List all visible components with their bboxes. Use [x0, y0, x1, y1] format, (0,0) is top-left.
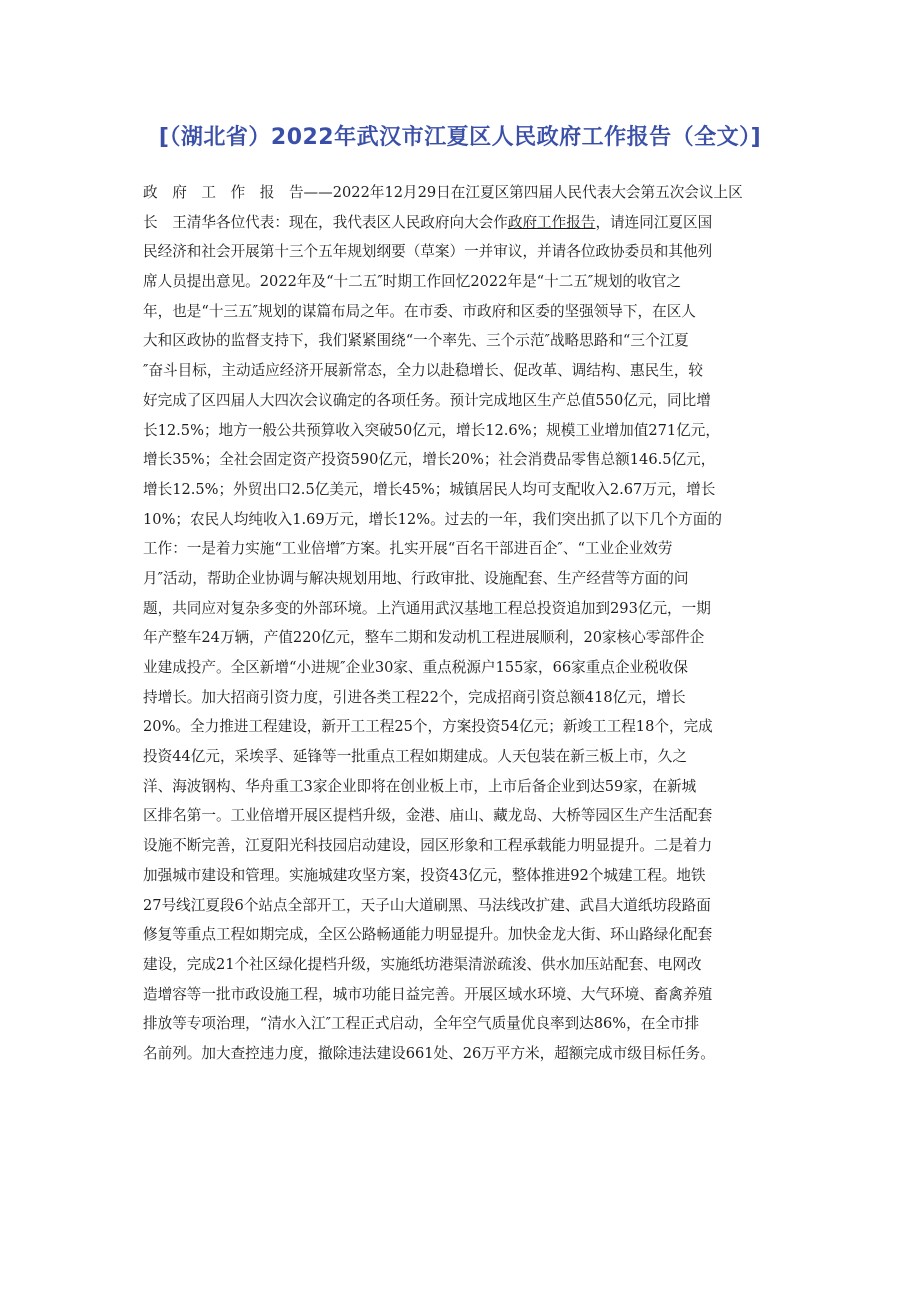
- body-line: 设施不断完善，江夏阳光科技园启动建设，园区形象和工程承载能力明显提升。二是着力: [143, 837, 713, 855]
- body-line: 好完成了区四届人大四次会议确定的各项任务。预计完成地区生产总值550亿元，同比增: [143, 391, 711, 409]
- body-line: 建设，完成21个社区绿化提档升级，实施纸坊港渠清淤疏浚、供水加压站配套、电网改: [143, 955, 702, 973]
- body-line: 席人员提出意见。2022年及“十二五″时期工作回忆2022年是“十二五″规划的收官之: [143, 273, 681, 291]
- body-line: 投资44亿元，采埃孚、延锋等一批重点工程如期建成。人天包装在新三板上市，久之: [143, 748, 687, 766]
- body-line: 工作：一是着力实施“工业倍增″方案。扎实开展“百名干部进百企″、“工业企业效劳: [143, 540, 673, 558]
- body-line: 27号线江夏段6个站点全部开工，天子山大道刷黑、马法线改扩建、武昌大道纸坊段路面: [143, 896, 711, 914]
- body-line: 造增容等一批市政设施工程，城市功能日益完善。开展区域水环境、大气环境、畜禽养殖: [143, 985, 713, 1003]
- report-link[interactable]: 政府工作报告: [507, 213, 596, 231]
- body-line: 10%；农民人均纯收入1.69万元，增长12%。过去的一年，我们突出抓了以下几个方面的: [143, 510, 722, 528]
- body-line: 长12.5%；地方一般公共预算收入突破50亿元，增长12.6%；规模工业增加值271亿元，: [143, 421, 720, 439]
- document-body: [143, 178, 777, 1069]
- body-line: 洋、海波钢构、华舟重工3家企业即将在创业板上市，上市后备企业到达59家，在新城: [143, 777, 697, 795]
- body-line: 民经济和社会开展第十三个五年规划纲要（草案）一并审议，并请各位政协委员和其他列: [143, 243, 713, 261]
- body-line: 20%。全力推进工程建设，新开工工程25个，方案投资54亿元；新竣工工程18个，完成: [143, 718, 713, 736]
- document-title: [（湖北省）2022年武汉市江夏区人民政府工作报告（全文）]: [158, 125, 762, 150]
- body-line: 名前列。加大查控违力度，撤除违法建设661处、26万平方米，超额完成市级目标任务。: [143, 1044, 715, 1062]
- body-line: 加强城市建设和管理。实施城建攻坚方案，投资43亿元，整体推进92个城建工程。地铁: [143, 866, 706, 884]
- body-line: 月″活动，帮助企业协调与解决规划用地、行政审批、设施配套、生产经营等方面的问: [143, 569, 689, 587]
- body-line: ″奋斗目标，主动适应经济开展新常态，全力以赴稳增长、促改革、调结构、惠民生，较: [143, 362, 704, 380]
- body-line: 年，也是“十三五″规划的谋篇布局之年。在市委、市政府和区委的坚强领导下，在区人: [143, 302, 696, 320]
- body-line: 持增长。加大招商引资力度，引进各类工程22个，完成招商引资总额418亿元，增长: [143, 688, 686, 706]
- body-line-text: 长 王清华各位代表：现在，我代表区人民政府向大会作: [143, 213, 508, 231]
- body-line: 政 府 工 作 报 告——2022年12月29日在江夏区第四届人民代表大会第五次会议上区: [143, 184, 743, 201]
- body-line: 大和区政协的监督支持下，我们紧紧围绕“一个率先、三个示范″战略思路和“三个江夏: [143, 332, 689, 350]
- body-line: 修复等重点工程如期完成，全区公路畅通能力明显提升。加快金龙大街、环山路绿化配套: [143, 926, 713, 944]
- body-line: 题，共同应对复杂多变的外部环境。上汽通用武汉基地工程总投资追加到293亿元，一期: [143, 599, 711, 617]
- body-line: 增长12.5%；外贸出口2.5亿美元，增长45%；城镇居民人均可支配收入2.67万元，增长: [143, 480, 716, 498]
- body-line: 业建成投产。全区新增“小进规″企业30家、重点税源户155家，66家重点企业税收保: [143, 659, 688, 676]
- body-line: 增长35%；全社会固定资产投资590亿元，增长20%；社会消费品零售总额146.5亿元，: [143, 451, 716, 469]
- body-line: 排放等专项治理，“清水入江″工程正式启动，全年空气质量优良率到达86%，在全市排: [143, 1015, 700, 1033]
- body-line: 区排名第一。工业倍增开展区提档升级，金港、庙山、藏龙岛、大桥等园区生产生活配套: [143, 807, 713, 825]
- body-line: 年产整车24万辆，产值220亿元，整车二期和发动机工程进展顺利，20家核心零部件企: [143, 629, 705, 647]
- body-line-with-link: [143, 208, 777, 238]
- body-line-text-tail: ，请连同江夏区国: [595, 213, 713, 231]
